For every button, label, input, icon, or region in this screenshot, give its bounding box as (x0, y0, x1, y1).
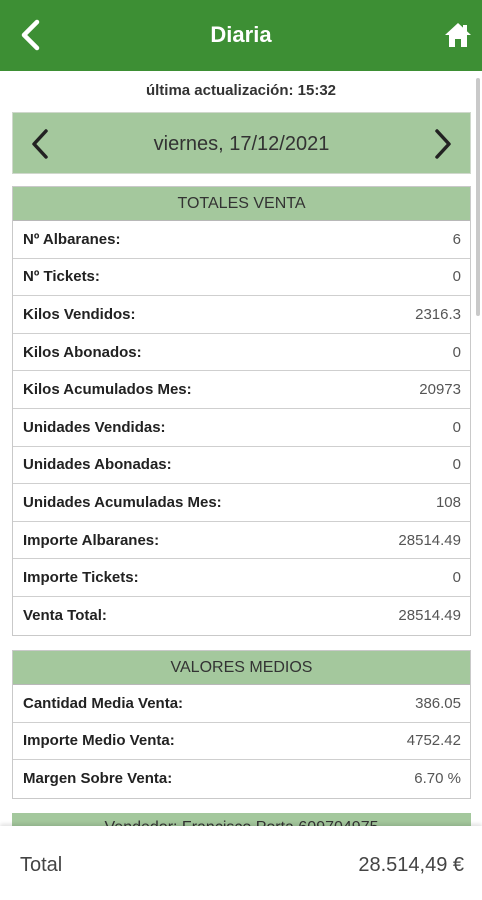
row-label: Importe Tickets: (23, 569, 139, 587)
last-update-text: última actualización: 15:32 (145, 82, 337, 99)
row-label: Nº Tickets: (23, 268, 100, 286)
row-value: 0 (452, 456, 461, 474)
table-row (13, 259, 470, 297)
row-label: Nº Albaranes: (23, 230, 121, 248)
table-row (13, 447, 470, 485)
chevron-right-icon[interactable] (432, 127, 454, 161)
row-label: Unidades Vendidas: (23, 418, 166, 436)
total-footer (0, 826, 482, 900)
date-navigator (12, 112, 471, 174)
totales-venta-section (12, 186, 471, 636)
table-row (13, 685, 470, 723)
row-label: Kilos Acumulados Mes: (23, 381, 192, 399)
table-row (13, 484, 470, 522)
app-bar (0, 0, 482, 71)
row-value: 0 (452, 569, 461, 587)
row-value: 4752.42 (406, 732, 461, 750)
table-row (13, 296, 470, 334)
row-value: 28514.49 (398, 607, 461, 625)
table-row (13, 334, 470, 372)
row-value: 28514.49 (398, 531, 461, 549)
row-label: Unidades Abonadas: (23, 456, 172, 474)
page-title: Diaria (210, 22, 272, 47)
row-value: 6.70 % (414, 770, 461, 788)
footer-total-value: 28.514,49 € (358, 854, 464, 876)
home-icon[interactable] (444, 22, 472, 48)
table-row (13, 597, 470, 635)
row-label: Importe Medio Venta: (23, 732, 175, 750)
row-value: 2316.3 (415, 305, 461, 323)
table-row (13, 371, 470, 409)
row-value: 0 (452, 418, 461, 436)
table-row (13, 409, 470, 447)
scrollbar[interactable] (476, 78, 480, 316)
row-value: 108 (435, 493, 461, 511)
row-value: 0 (452, 343, 461, 361)
row-value: 0 (452, 268, 461, 286)
valores-medios-section (12, 650, 471, 799)
row-label: Venta Total: (23, 607, 107, 625)
table-row (13, 723, 470, 761)
chevron-left-icon[interactable] (18, 18, 44, 52)
row-label: Margen Sobre Venta: (23, 770, 173, 788)
row-label: Importe Albaranes: (23, 531, 160, 549)
footer-label: Total (20, 854, 63, 876)
table-row (13, 522, 470, 560)
section-title: VALORES MEDIOS (13, 651, 470, 685)
row-value: 386.05 (415, 694, 461, 712)
row-label: Kilos Abonados: (23, 343, 142, 361)
table-row (13, 760, 470, 798)
row-value: 6 (452, 230, 461, 248)
row-label: Cantidad Media Venta: (23, 694, 184, 712)
row-label: Kilos Vendidos: (23, 305, 136, 323)
row-label: Unidades Acumuladas Mes: (23, 493, 222, 511)
row-value: 20973 (419, 381, 461, 399)
section-title: TOTALES VENTA (13, 187, 470, 221)
table-row (13, 559, 470, 597)
table-row (13, 221, 470, 259)
current-date: viernes, 17/12/2021 (153, 133, 330, 155)
